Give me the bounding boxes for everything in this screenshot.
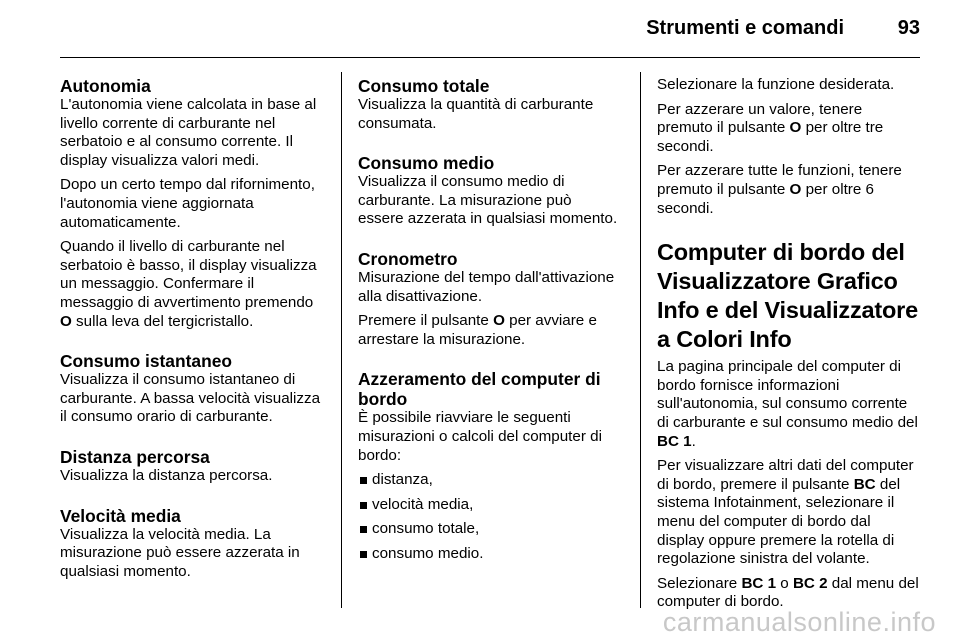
column-1 [60, 76, 322, 587]
paragraph [657, 358, 919, 451]
paragraph: Visualizza la velocità media. La misurazione può essere azzerata in qualsiasi momento. [60, 525, 300, 580]
key-label: BC 2 [792, 574, 828, 592]
heading-velocita-media: Velocità media [60, 505, 181, 526]
text: dal menu del computer di bordo. [657, 574, 919, 611]
page-header [60, 0, 920, 58]
text: Quando il livello di carburante nel serbatoio è basso, il display visualizza un messaggio. Confermare il messaggio di avvertimento premendo [60, 238, 317, 311]
page-number: 93 [897, 17, 920, 39]
column-3 [657, 76, 919, 618]
column-divider-1 [341, 72, 342, 608]
text: . [691, 432, 696, 450]
text: per oltre 6 secondi. [657, 180, 874, 217]
text: del sistema Infotainment, selezionare il menu del computer di bordo dal display oppure premere la rotella di regolazione sinistra del volante. [657, 475, 901, 568]
key-label: BC 1 [657, 432, 692, 450]
paragraph: L'autonomia viene calcolata in base al livello corrente di carburante nel serbatoio e al consumo corrente. Il display visualizza valori medi. [60, 96, 317, 169]
column-divider-2 [640, 72, 641, 608]
heading-computer-di-bordo: Computer di bordo del Visualizzatore Grafico Info e del Visualizzatore a Colori Info [657, 239, 918, 353]
paragraph: Dopo un certo tempo dal rifornimento, l'autonomia viene aggiornata automaticamente. [60, 176, 315, 231]
text: Selezionare [657, 574, 742, 592]
text: Per visualizzare altri dati del computer di bordo, premere il pulsante [657, 457, 914, 493]
key-label: BC [853, 475, 876, 493]
paragraph: Visualizza la distanza percorsa. [60, 466, 273, 484]
heading-azzeramento: Azzeramento del computer di bordo [358, 369, 601, 410]
header-divider [60, 57, 920, 58]
paragraph [60, 238, 322, 331]
paragraph: È possibile riavviare le seguenti misurazioni o calcoli del computer di bordo: [358, 409, 602, 464]
key-label: O [789, 180, 802, 198]
section-title: Strumenti e comandi [646, 17, 844, 39]
paragraph [657, 457, 919, 569]
heading-consumo-istantaneo: Consumo istantaneo [60, 351, 232, 372]
watermark: carmanualsonline.info [662, 607, 936, 637]
paragraph: Visualizza la quantità di carburante consumata. [358, 96, 594, 132]
list-item: consumo medio. [358, 545, 620, 564]
heading-autonomia: Autonomia [60, 76, 151, 96]
list-item: velocità media, [358, 496, 620, 515]
text: sulla leva del tergicristallo. [71, 312, 254, 330]
paragraph: Misurazione del tempo dall'attivazione alla disattivazione. [358, 268, 615, 305]
reset-list [358, 471, 620, 563]
paragraph: Selezionare la funzione desiderata. [657, 76, 895, 93]
list-item: distanza, [358, 471, 620, 490]
list-item: consumo totale, [358, 520, 620, 539]
text: Per azzerare un valore, tenere premuto il pulsante [657, 100, 863, 137]
key-label: BC 1 [741, 574, 777, 592]
heading-cronometro: Cronometro [358, 248, 458, 269]
paragraph [358, 312, 620, 349]
key-label: O [789, 119, 802, 137]
key-label: O [60, 312, 72, 330]
paragraph [657, 162, 919, 218]
key-label: O [493, 312, 505, 330]
heading-distanza-percorsa: Distanza percorsa [60, 446, 210, 467]
column-2 [358, 76, 620, 570]
paragraph: Visualizza il consumo medio di carburante. La misurazione può essere azzerata in qualsiasi momento. [358, 173, 618, 228]
text: Per azzerare tutte le funzioni, tenere premuto il pulsante [657, 162, 902, 198]
text: o [776, 574, 793, 592]
paragraph: Visualizza il consumo istantaneo di carburante. A bassa velocità visualizza il consumo orario di carburante. [60, 371, 321, 426]
text: per oltre tre secondi. [657, 119, 884, 155]
text: La pagina principale del computer di bordo fornisce informazioni sull'autonomia, sul consumo corrente di carburante e sul consumo medio del [657, 358, 918, 431]
heading-consumo-totale: Consumo totale [358, 76, 490, 96]
text: Premere il pulsante [358, 312, 494, 330]
text: per avviare e arrestare la misurazione. [358, 312, 597, 348]
heading-consumo-medio: Consumo medio [358, 153, 495, 174]
paragraph [657, 101, 919, 157]
